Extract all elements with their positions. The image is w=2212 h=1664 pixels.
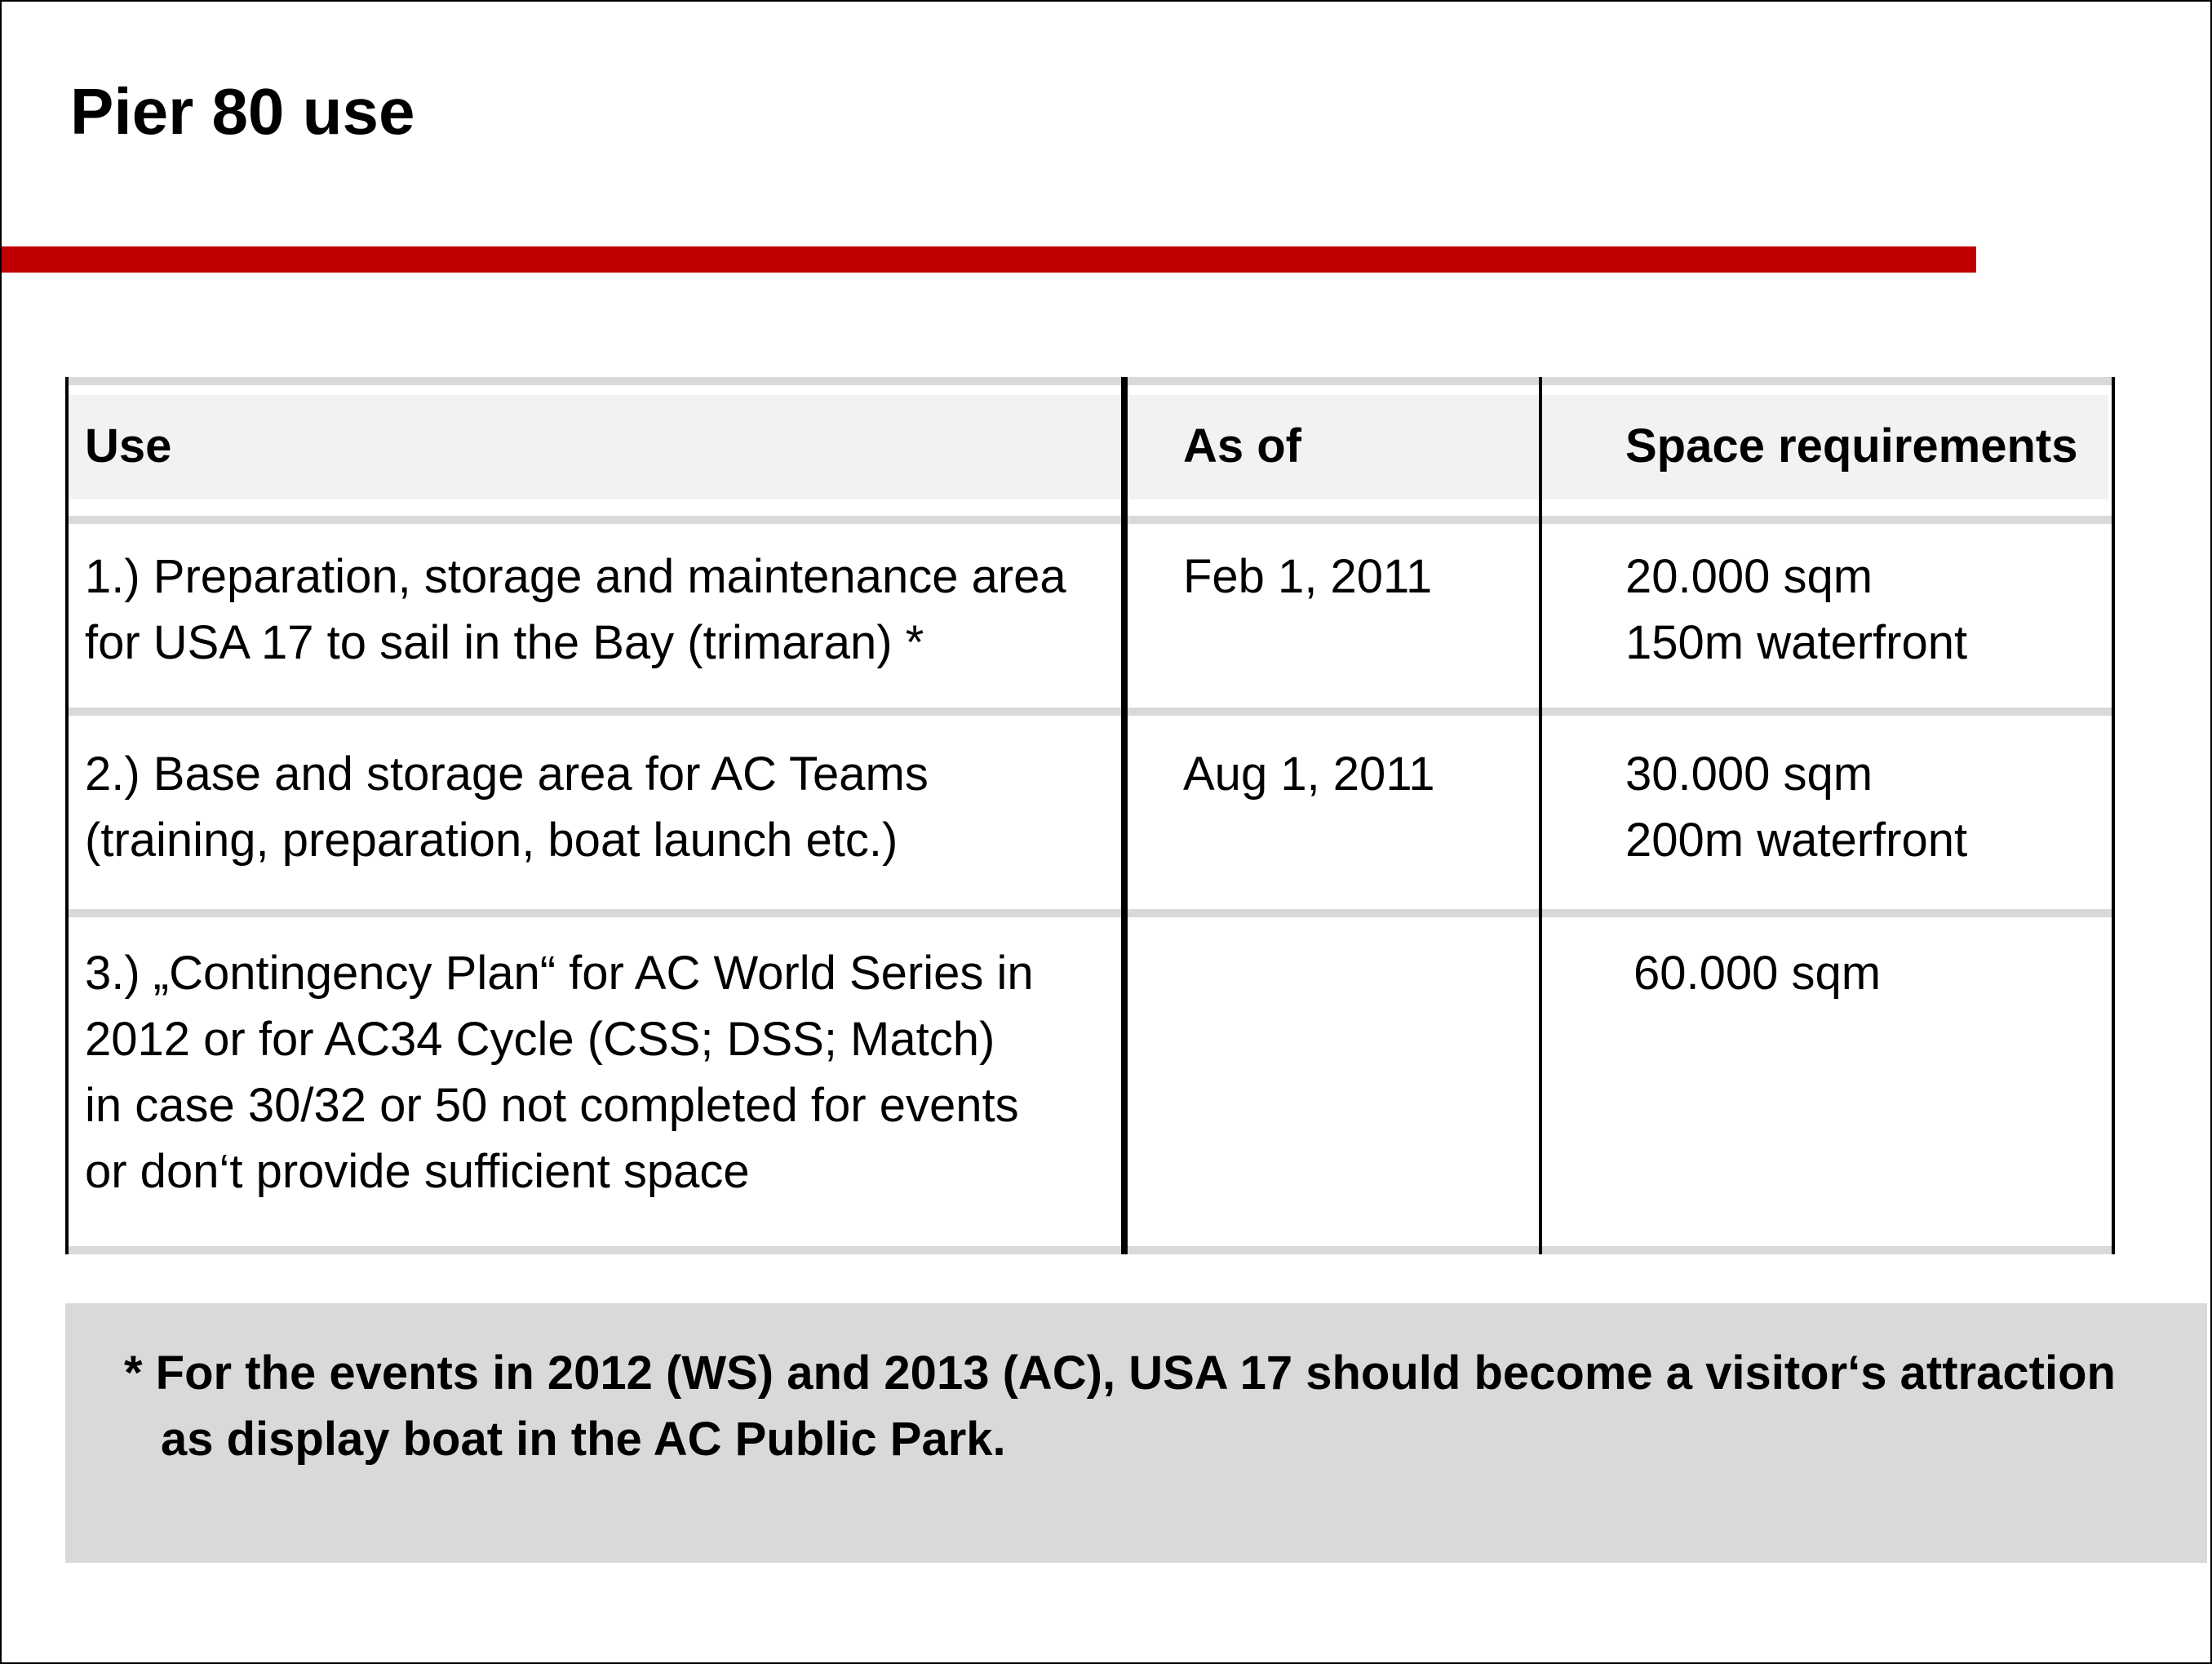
footnote-line-1: * For the events in 2012 (WS) and 2013 (AC), USA 17 should become a visitor‘s attraction [124, 1347, 2116, 1400]
table-column-divider-2 [1539, 377, 1542, 1254]
header-as-of: As of [1183, 419, 1301, 473]
table-column-divider-1 [1121, 377, 1128, 1254]
table-border-left [65, 377, 69, 1254]
table-row-3-use-line-3: in case 30/32 or 50 not completed for events [85, 1079, 1019, 1132]
table-rule-bottom [65, 1246, 2115, 1254]
table-row-1-as-of: Feb 1, 2011 [1183, 550, 1433, 603]
title-divider [2, 246, 1976, 273]
table-row-3-use-line-1: 3.) „Contingency Plan“ for AC World Series in [85, 947, 1034, 1000]
table-rule-row1 [65, 708, 2115, 716]
footnote-text [124, 1340, 2116, 1472]
table-row-1-space-line-2: 150m waterfront [1625, 616, 1968, 669]
header-use: Use [85, 419, 172, 473]
table-row-3-use-line-2: 2012 or for AC34 Cycle (CSS; DSS; Match) [85, 1013, 995, 1066]
table-row-1-use-line-2: for USA 17 to sail in the Bay (trimaran) * [85, 616, 924, 669]
footnote-line-2: as display boat in the AC Public Park. [161, 1413, 1006, 1466]
table-rule-header [65, 516, 2115, 524]
table-row-2-use-line-1: 2.) Base and storage area for AC Teams [85, 748, 929, 801]
table-rule-row2 [65, 909, 2115, 917]
pier-use-table [65, 377, 2115, 1254]
table-row-2-use-line-2: (training, preparation, boat launch etc.) [85, 814, 898, 867]
slide-title: Pier 80 use [70, 75, 415, 148]
table-row-1-use-line-1: 1.) Preparation, storage and maintenance area [85, 550, 1066, 603]
table-row-3-use-line-4: or don‘t provide sufficient space [85, 1145, 750, 1198]
table-row-2-as-of: Aug 1, 2011 [1183, 748, 1435, 801]
table-row-2-space-line-2: 200m waterfront [1625, 814, 1968, 867]
table-row-2-space-line-1: 30.000 sqm [1625, 748, 1873, 801]
table-row-1-space-line-1: 20.000 sqm [1625, 550, 1873, 603]
table-border-right [2112, 377, 2115, 1254]
footnote-box [65, 1303, 2207, 1563]
table-row-3-space-line-1: 60.000 sqm [1634, 947, 1882, 1000]
header-space-requirements: Space requirements [1625, 419, 2078, 473]
table-rule-top [65, 377, 2115, 385]
